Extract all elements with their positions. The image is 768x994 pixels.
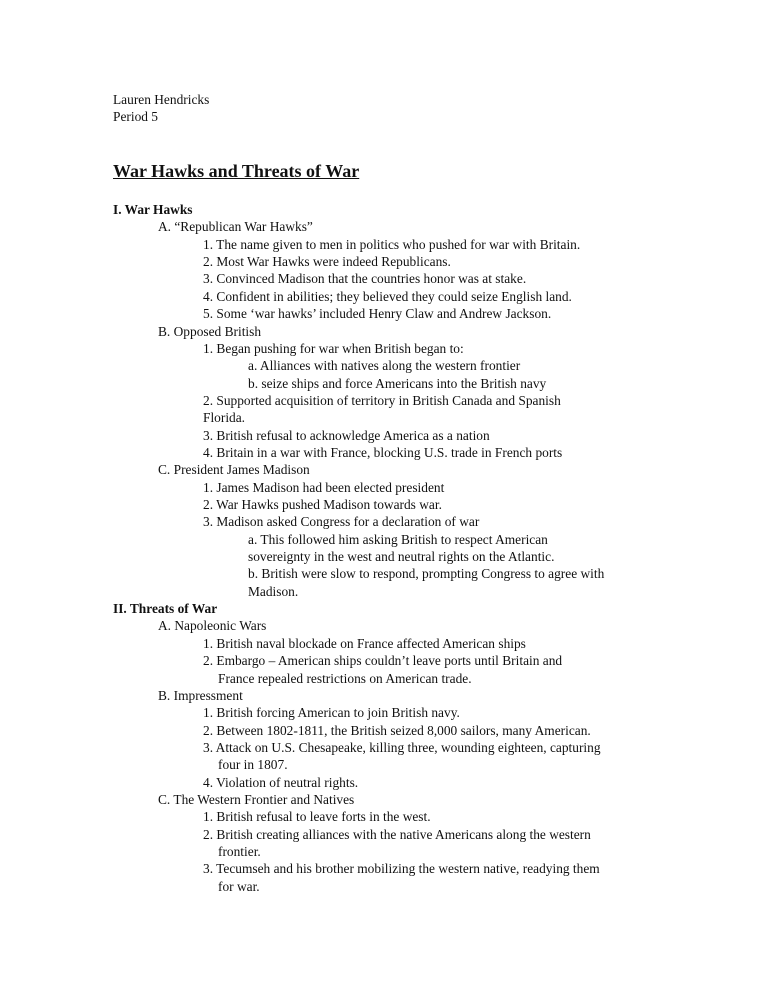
outline-item: 2. Supported acquisition of territory in British Canada and Spanish [203, 392, 561, 408]
outline-item: 2. Embargo – American ships couldn’t leave ports until Britain and [203, 653, 563, 669]
sub-item: sovereignty in the west and neutral rights on the Atlantic. [248, 549, 555, 564]
outline-item: 3. Tecumseh and his brother mobilizing the western native, readying them [203, 861, 600, 877]
class-period: Period 5 [113, 109, 159, 124]
sub-item: a. Alliances with natives along the western frontier [248, 358, 521, 374]
outline-item: 3. British refusal to acknowledge America as a nation [203, 427, 490, 443]
sub-item: b. British were slow to respond, prompting Congress to agree with [248, 566, 605, 582]
outline-item-continuation: for war. [218, 878, 260, 894]
subheading: B. Impressment [158, 687, 243, 703]
outline-item: 2. British creating alliances with the native Americans along the western [203, 826, 591, 842]
outline-item-continuation: four in 1807. [218, 757, 288, 773]
section-heading: I. War Hawks [113, 202, 193, 217]
outline-item: 4. Confident in abilities; they believed they could seize English land. [203, 288, 572, 304]
outline-item: 4. Britain in a war with France, blocking U.S. trade in French ports [203, 444, 563, 460]
outline-item: 3. Convinced Madison that the countries honor was at stake. [203, 271, 527, 287]
outline-item-continuation: frontier. [218, 844, 261, 859]
outline-item: 1. British forcing American to join British navy. [203, 705, 460, 721]
outline-item-continuation: France repealed restrictions on American trade. [218, 670, 472, 686]
outline-item: 2. Between 1802-1811, the British seized 8,000 sailors, many American. [203, 722, 591, 738]
sub-item: b. seize ships and force Americans into the British navy [248, 375, 547, 391]
sub-item: Madison. [248, 583, 299, 599]
subheading: B. Opposed British [158, 323, 262, 339]
outline-item: 1. British naval blockade on France affected American ships [203, 635, 526, 651]
document-title: War Hawks and Threats of War [113, 161, 360, 181]
outline-item: 5. Some ‘war hawks’ included Henry Claw and Andrew Jackson. [203, 306, 552, 322]
outline-item: 1. Began pushing for war when British began to: [203, 340, 464, 356]
subheading: A. “Republican War Hawks” [158, 219, 313, 235]
sub-item: a. This followed him asking British to respect American [248, 531, 548, 547]
subheading: C. The Western Frontier and Natives [158, 791, 355, 807]
subheading: C. President James Madison [158, 462, 310, 478]
outline-item: Florida. [203, 410, 246, 426]
outline-item: 2. Most War Hawks were indeed Republicans. [203, 254, 451, 270]
outline-item: 2. War Hawks pushed Madison towards war. [203, 497, 442, 512]
outline-item: 1. James Madison had been elected president [203, 479, 445, 495]
outline-item: 1. The name given to men in politics who pushed for war with Britain. [203, 236, 581, 252]
author-name: Lauren Hendricks [113, 92, 210, 107]
outline-item: 3. Attack on U.S. Chesapeake, killing three, wounding eighteen, capturing [203, 739, 601, 755]
outline-item: 1. British refusal to leave forts in the west. [203, 809, 431, 825]
outline-item: 4. Violation of neutral rights. [203, 774, 359, 790]
subheading: A. Napoleonic Wars [158, 618, 267, 634]
outline-item: 3. Madison asked Congress for a declaration of war [203, 514, 480, 530]
section-heading: II. Threats of War [113, 601, 218, 616]
